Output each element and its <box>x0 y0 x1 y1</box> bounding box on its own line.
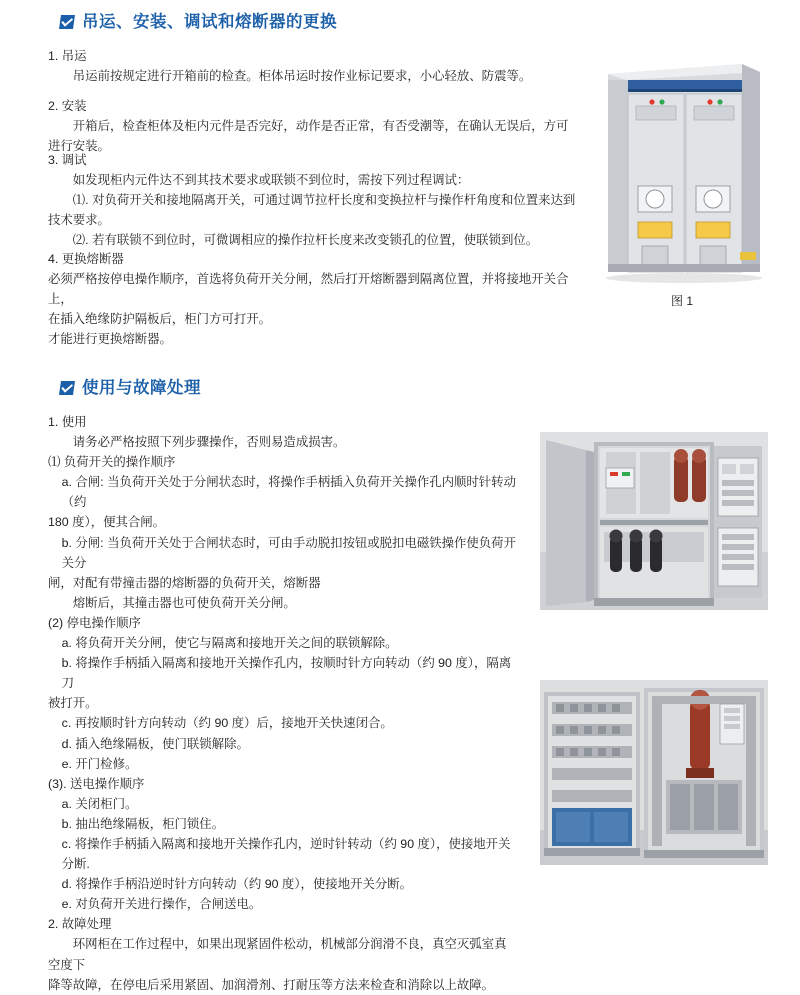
section-2-body <box>48 412 518 995</box>
block-2-2-title: ⑴ 负荷开关的操作顺序 <box>48 455 176 470</box>
block-2-4-line-3: c. 将操作手柄插入隔离和接地开关操作孔内，逆时针转动（约 90 度），使接地开关分断. <box>61 836 511 872</box>
check-mark-icon <box>59 15 75 29</box>
figure-1-image <box>592 46 772 286</box>
block-1-2-title: 2. 安装 <box>48 99 87 113</box>
block-1-4-line-1: 必须严格按停电操作顺序，首选将负荷开关分闸，然后打开熔断器到隔离位置，并将接地开关合上， <box>48 272 569 307</box>
block-1-4-title: 4. 更换熔断器 <box>48 252 124 266</box>
block-2-2-line-5: 熔断后，其撞击器也可使负荷开关分闸。 <box>72 595 296 610</box>
block-1-4-line-2: 在插入绝缘防护隔板后，柜门方可打开。 <box>48 312 272 327</box>
block-2-3-line-1: a. 将负荷开关分闸，使它与隔离和接地开关之间的联锁解除。 <box>61 636 398 651</box>
block-2-5-title: 2. 故障处理 <box>48 917 112 932</box>
block-2-2-line-2: 180 度），便其合闸。 <box>48 515 166 530</box>
block-2-5-line-2: 降等故障，在停电后采用紧固、加润滑剂、打耐压等方法来检查和消除以上故障。 <box>48 977 495 992</box>
figure-3 <box>540 680 768 865</box>
block-1-1-line-1: 吊运前按规定进行开箱前的检查。柜体吊运时按作业标记要求，小心轻放、防震等。 <box>72 69 532 84</box>
check-mark-icon <box>59 381 75 395</box>
block-1-3-line-1: 如发现柜内元件达不到其技术要求或联锁不到位时，需按下列过程调试： <box>72 173 470 188</box>
figure-2 <box>540 432 768 610</box>
block-1-1-title: 1. 吊运 <box>48 49 87 63</box>
block-2-1-title: 1. 使用 <box>48 415 87 429</box>
figure-1-caption: 图 1 <box>670 294 693 308</box>
block-1-3-line-3: ⑵. 若有联锁不到位时，可微调相应的操作拉杆长度来改变锁孔的位置，使联锁到位。 <box>72 233 539 248</box>
block-2-3-line-2: b. 将操作手柄插入隔离和接地开关操作孔内，按顺时针方向转动（约 90 度），隔离刀 <box>61 656 512 691</box>
section-heading-1-label: 吊运、安装、调试和熔断器的更换 <box>82 13 337 31</box>
block-2-4-line-5: e. 对负荷开关进行操作，合闸送电。 <box>61 897 262 912</box>
block-1-4 <box>48 249 578 349</box>
block-2-2-line-3: b. 分闸: 当负荷开关处于合闸状态时，可由手动脱扣按钮或脱扣电磁铁操作使负荷开关分 <box>61 535 516 570</box>
block-2-2-line-1: a. 合闸: 当负荷开关处于分闸状态时，将操作手柄插入负荷开关操作孔内顺时针转动（约 <box>61 475 516 510</box>
block-2-3-line-3: 被打开。 <box>48 696 98 711</box>
block-1-4-line-3: 才能进行更换熔断器。 <box>48 332 172 347</box>
section-heading-1 <box>60 14 337 31</box>
block-2-3-title: (2) 停电操作顺序 <box>48 615 141 630</box>
block-1-3-line-2: ⑴. 对负荷开关和接地隔离开关，可通过调节拉杆长度和变换拉杆与操作杆角度和位置来达到技术要求。 <box>48 193 576 228</box>
block-2-3-line-6: e. 开门检修。 <box>61 756 138 771</box>
block-1-2-line-1: 开箱后，检查柜体及柜内元件是否完好，动作是否正常，有否受潮等，在确认无误后，方可进行安装。 <box>48 119 569 154</box>
block-2-2-line-4: 闸，对配有带撞击器的熔断器的负荷开关，熔断器 <box>48 575 321 590</box>
block-2-3-line-4: c. 再按顺时针方向转动（约 90 度）后，接地开关快速闭合。 <box>61 716 393 731</box>
section-heading-2 <box>60 380 201 397</box>
figure-3-image <box>540 680 768 865</box>
figure-2-image <box>540 432 768 610</box>
block-2-3-line-5: d. 插入绝缘隔板，使门联锁解除。 <box>61 736 249 751</box>
block-2-5-line-1: 环网柜在工作过程中，如果出现紧固件松动，机械部分润滑不良，真空灭弧室真空度下 <box>48 937 507 972</box>
block-2-4-line-1: a. 关闭柜门。 <box>61 796 138 811</box>
block-1-1 <box>48 46 578 86</box>
block-2-4-line-2: b. 抽出绝缘隔板，柜门锁住。 <box>61 816 225 831</box>
block-1-3-title: 3. 调试 <box>48 153 87 167</box>
block-2-4-line-4: d. 将操作手柄沿逆时针方向转动（约 90 度），使接地开关分断。 <box>61 877 413 892</box>
block-1-2 <box>48 96 578 156</box>
figure-1 <box>592 46 772 309</box>
block-2-1-line-1: 请务必严格按照下列步骤操作，否则易造成损害。 <box>72 435 346 450</box>
block-1-3 <box>48 150 578 250</box>
block-2-4-title: (3). 送电操作顺序 <box>48 776 145 791</box>
section-heading-2-label: 使用与故障处理 <box>82 379 201 397</box>
